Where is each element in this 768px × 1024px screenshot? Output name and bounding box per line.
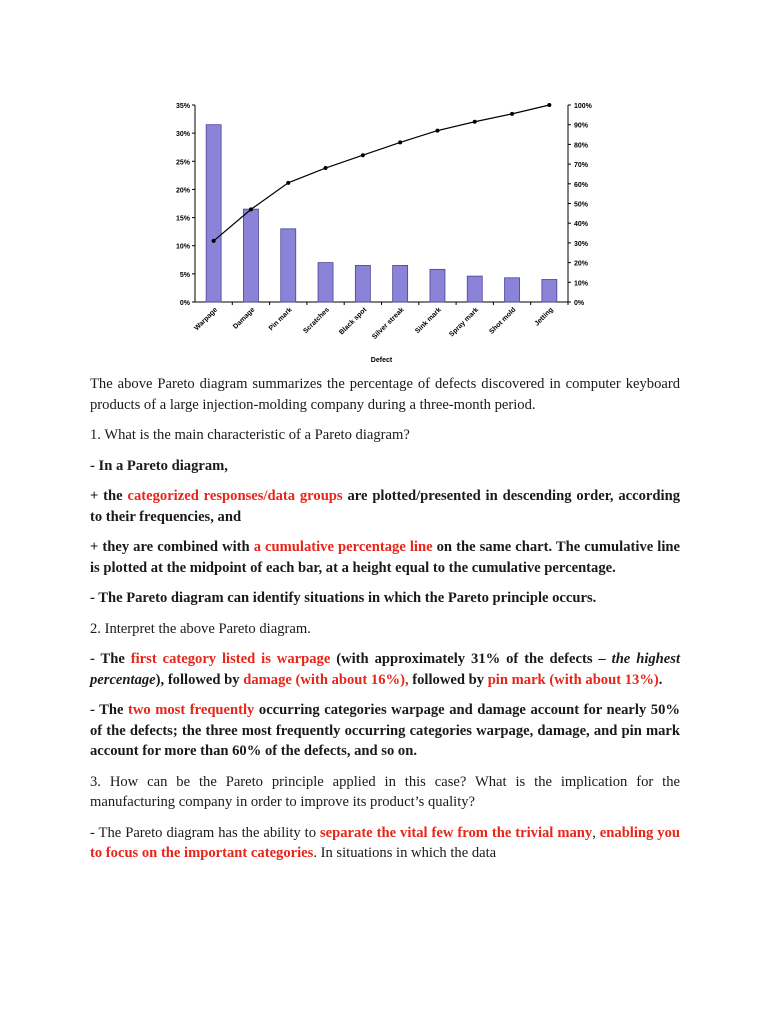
text-run: - The <box>90 651 131 667</box>
right-tick-label: 40% <box>574 221 589 229</box>
chart-bars <box>206 125 557 302</box>
cumulative-point <box>324 166 328 170</box>
right-tick-label: 70% <box>574 162 589 170</box>
left-tick-label: 5% <box>179 271 190 279</box>
text-run: , <box>592 824 600 841</box>
highlight-text: separate the vital few from the trivial many <box>319 824 593 841</box>
cumulative-line <box>212 103 552 243</box>
x-tick-label: Jetting <box>533 306 555 328</box>
text-run: (with approximately 31% of the defects – <box>330 651 612 667</box>
x-tick-label: Spray mark <box>448 306 481 339</box>
cumulative-point <box>286 181 290 185</box>
chart-labels <box>176 103 593 364</box>
answer-2-paragraph-1 <box>90 649 680 690</box>
x-tick-label: Damage <box>232 306 257 331</box>
cumulative-point <box>435 129 439 133</box>
question-2: 2. Interpret the above Pareto diagram. <box>90 620 311 637</box>
answer-1-conclusion: - The Pareto diagram can identify situations in which the Pareto principle occurs. <box>90 590 597 606</box>
bar-spray-mark <box>467 276 482 302</box>
text-run: on the same chart. The cumulative line is plotted at the midpoint of each bar, at a height equal to the cumulative percentage. <box>90 539 680 576</box>
highlight-text: two most frequently <box>128 702 255 718</box>
right-tick-label: 60% <box>574 181 589 189</box>
left-tick-label: 0% <box>179 300 190 307</box>
highlight-text: categorized responses/data groups <box>127 488 343 504</box>
bar-shot-mold <box>505 278 520 302</box>
question-3: 3. How can be the Pareto principle applied in this case? What is the implication for the manufacturing company in order to improve its product’s quality? <box>90 773 680 810</box>
cumulative-point <box>473 120 477 124</box>
text-run: occurring categories warpage and damage account for nearly 50% of the defects; the three most frequently occurring categories warpage, damage, and pin mark account for more than 60% of the defects, and so on. <box>90 702 680 759</box>
cumulative-point <box>249 207 253 211</box>
x-tick-label: Silver streak <box>371 306 406 341</box>
right-tick-label: 20% <box>574 260 589 268</box>
bar-warpage <box>206 125 221 302</box>
left-tick-label: 20% <box>175 187 190 195</box>
left-tick-label: 30% <box>175 131 190 139</box>
left-tick-label: 10% <box>175 243 190 251</box>
x-tick-label: Shot mold <box>488 306 518 336</box>
right-tick-label: 80% <box>574 142 589 150</box>
right-tick-label: 50% <box>574 201 589 209</box>
text-run: - The Pareto diagram has the ability to <box>90 824 320 841</box>
highlight-text: enabling you to focus on the important categories <box>90 824 680 861</box>
answer-1-bullet-1 <box>90 486 680 527</box>
left-tick-label: 25% <box>175 159 190 167</box>
highlight-text: first category listed is warpage <box>130 651 331 667</box>
text-run: . <box>658 671 663 688</box>
answer-2-paragraph-2 <box>90 700 680 762</box>
bar-damage <box>243 209 258 302</box>
pareto-chart <box>160 92 610 372</box>
x-tick-label: Warpage <box>193 306 220 333</box>
document-body <box>90 374 680 874</box>
x-tick-label: Pin mark <box>267 306 294 333</box>
right-tick-label: 10% <box>574 280 589 288</box>
x-tick-label: Scratches <box>302 306 331 336</box>
bar-silver-streak <box>393 265 408 302</box>
italic-text: the highest percentage <box>90 651 680 688</box>
text-run: + they are combined with <box>90 539 254 555</box>
bar-black-spot <box>355 265 370 302</box>
text-run: - The <box>90 702 128 718</box>
x-axis-title: Defect <box>370 357 393 364</box>
highlight-text: pin mark (with about 13%) <box>487 671 659 688</box>
right-tick-label: 30% <box>574 240 589 248</box>
bar-pin-mark <box>281 229 296 302</box>
right-tick-label: 100% <box>574 103 592 110</box>
cumulative-polyline <box>214 105 550 241</box>
bar-jetting <box>542 279 557 302</box>
highlight-text: a cumulative percentage line <box>253 539 433 555</box>
intro-paragraph: The above Pareto diagram summarizes the percentage of defects discovered in computer keyboard products of a large injection-molding company during a three-month period. <box>90 376 680 413</box>
question-1: 1. What is the main characteristic of a Pareto diagram? <box>90 427 410 443</box>
text-run: . In situations in which the data <box>313 845 497 861</box>
left-tick-label: 15% <box>175 215 190 223</box>
text-run: + the <box>90 488 128 504</box>
cumulative-point <box>510 112 514 116</box>
text-run: followed by <box>408 671 488 688</box>
cumulative-point <box>212 239 216 243</box>
answer-1-intro: - In a Pareto diagram, <box>90 457 228 474</box>
bar-scratches <box>318 263 333 302</box>
highlight-text: damage (with about 16%), <box>243 671 409 688</box>
x-tick-label: Sink mark <box>414 306 443 336</box>
text-run: are plotted/presented in descending order, according to their frequencies, and <box>90 488 680 525</box>
answer-1-bullet-2 <box>90 537 680 578</box>
bar-sink-mark <box>430 269 445 302</box>
text-run: ), followed by <box>155 671 244 688</box>
right-tick-label: 0% <box>574 300 585 307</box>
cumulative-point <box>547 103 551 107</box>
x-tick-label: Black spot <box>338 306 369 337</box>
left-tick-label: 35% <box>175 103 190 110</box>
right-tick-label: 90% <box>574 122 589 130</box>
answer-3-paragraph <box>90 823 680 864</box>
cumulative-point <box>398 140 402 144</box>
cumulative-point <box>361 153 365 157</box>
